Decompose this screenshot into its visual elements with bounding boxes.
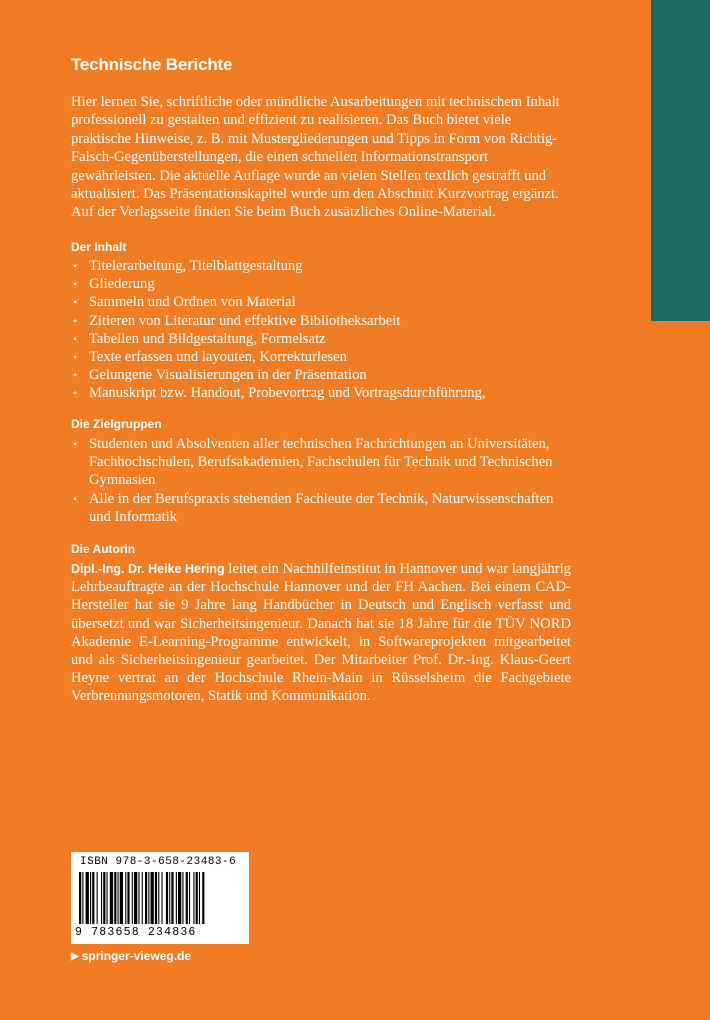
isbn-label: ISBN 978-3-658-23483-6 bbox=[80, 856, 237, 868]
zielgruppen-heading: Die Zielgruppen bbox=[71, 417, 162, 431]
author-name: Dipl.-Ing. Dr. Heike Hering bbox=[71, 562, 225, 576]
book-title: Technische Berichte bbox=[71, 55, 233, 74]
inhalt-list bbox=[71, 257, 571, 403]
zielgruppen-list bbox=[71, 435, 571, 526]
list-item: • Manuskript bzw. Handout, Probevortrag und Vortragsdurchführung, bbox=[71, 384, 571, 402]
list-item: • Titelerarbeitung, Titelblattgestaltung bbox=[71, 257, 571, 275]
list-item: • Tabellen und Bildgestaltung, Formelsatz bbox=[71, 330, 571, 348]
list-item: • Gliederung bbox=[71, 275, 571, 293]
inhalt-heading: Der Inhalt bbox=[71, 240, 127, 254]
list-item: • Studenten und Absolventen aller technischen Fachrichtungen an Universitäten, Fachhochschulen, Berufsakademien, Fachschulen für Technik und Technischen Gymnasien bbox=[71, 435, 571, 490]
list-item: • Gelungene Visualisierungen in der Präsentation bbox=[71, 366, 571, 384]
intro-paragraph: Hier lernen Sie, schriftliche oder mündliche Ausarbeitungen mit technischem Inhalt professionell zu gestalten und effizient zu realisieren. Das Buch bietet viele praktische Hinweise, z. B. mit Mustergliederungen und Tipps in Form von Richtig-Falsch-Gegenüberstellungen, die einen schnellen Informationstransport gewährleisten. Die aktuelle Auflage wurde an vielen Stellen textlich gestrafft und aktualisiert. Das Präsentationskapitel wurde um den Abschnitt Kurzvortrag ergänzt. Auf der Verlagsseite finden Sie beim Buch zusätzliches Online-Material. bbox=[71, 94, 560, 221]
publisher-url: springer-vieweg.de bbox=[81, 949, 192, 963]
list-item: • Texte erfassen und layouten, Korrekturlesen bbox=[71, 348, 571, 366]
list-item: • Sammeln und Ordnen von Material bbox=[71, 293, 571, 311]
barcode-bars bbox=[79, 872, 241, 924]
publisher-link[interactable] bbox=[71, 949, 191, 963]
autorin-heading: Die Autorin bbox=[71, 542, 136, 556]
list-item: • Zitieren von Literatur und effektive Bibliotheksarbeit bbox=[71, 312, 571, 330]
author-paragraph bbox=[71, 560, 571, 706]
list-item: • Alle in der Berufspraxis stehenden Fachleute der Technik, Naturwissenschaften und Informatik bbox=[71, 490, 571, 526]
barcode-digits: 9 783658 234836 bbox=[75, 926, 197, 939]
author-bio: leitet ein Nachhilfeinstitut in Hannover und war langjährig Lehrbeauftragte an der Hochschule Hannover und der FH Aachen. Bei einem CAD-Hersteller hat sie 9 Jahre lang Handbücher in Deutsch und Englisch verfasst und übersetzt und war Sicherheitsingenieur. Danach hat sie 18 Jahre für die TÜV NORD Akademie E-Learning-Programme entwickelt, in Softwareprojekten mitgearbeitet und als Sicherheitsingenieur gearbeitet. Der Mitarbeiter Prof. Dr.-Ing. Klaus-Geert Heyne vertrat an der Hochschule Rhein-Main in Rüsselsheim die Fachgebiete Verbrennungsmotoren, Statik und Kommunikation. bbox=[71, 561, 571, 705]
teal-tab-decoration bbox=[651, 0, 710, 321]
arrow-right-icon: ▶ bbox=[71, 950, 79, 962]
isbn-barcode bbox=[71, 852, 249, 944]
